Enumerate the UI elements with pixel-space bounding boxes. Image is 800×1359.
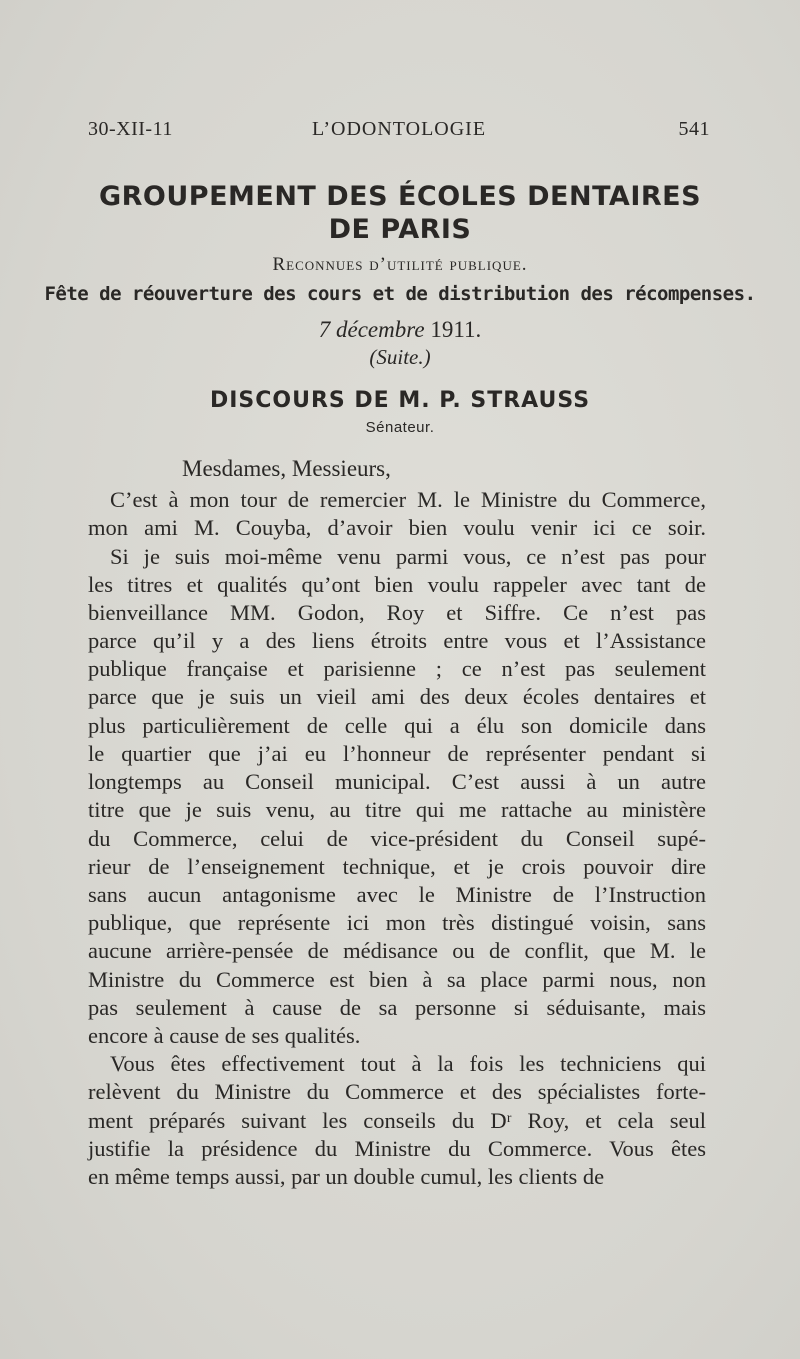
date-month: décembre	[336, 317, 425, 342]
page-number: 541	[678, 118, 710, 140]
article-title-line-1: GROUPEMENT DES ÉCOLES DENTAIRES	[98, 181, 702, 212]
text-line: longtemps au Conseil municipal. C’est aussi à un autre	[88, 769, 706, 794]
continued-note: (Suite.)	[369, 345, 431, 369]
text-line: Ministre du Commerce est bien à sa place parmi nous, non	[88, 967, 706, 992]
date-day: 7	[318, 317, 331, 342]
text-line: bienveillance MM. Godon, Roy et Siffre. Ce n’est pas	[88, 600, 706, 625]
text-line: publique française et parisienne ; ce n’est pas seulement	[88, 656, 706, 681]
text-line: du Commerce, celui de vice-président du Conseil supé-	[88, 826, 706, 851]
text-line: plus particulièrement de celle qui a élu son domicile dans	[88, 713, 706, 738]
date-year: 1911.	[430, 317, 482, 342]
speech-heading: DISCOURS DE M. P. STRAUSS	[209, 388, 591, 413]
issue-date: 30-XII-11	[88, 118, 173, 140]
text-line: relèvent du Ministre du Commerce et des spécialistes forte-	[88, 1079, 706, 1104]
text-line: mon ami M. Couyba, d’avoir bien voulu venir ici ce soir.	[88, 515, 706, 540]
event-heading: Fête de réouverture des cours et de distribution des récompenses.	[44, 283, 756, 305]
speaker-title: Sénateur.	[365, 419, 435, 436]
text-line: justifie la présidence du Ministre du Commerce. Vous êtes	[88, 1136, 706, 1161]
subtitle: Reconnues d’utilité publique.	[272, 254, 528, 275]
text-line: les titres et qualités qu’ont bien voulu rappeler avec tant de	[88, 572, 706, 597]
text-line: encore à cause de ses qualités.	[88, 1023, 361, 1048]
text-line: Vous êtes effectivement tout à la fois les techniciens qui	[110, 1051, 706, 1076]
salutation: Mesdames, Messieurs,	[182, 456, 391, 481]
running-head	[88, 118, 710, 148]
text-line: le quartier que j’ai eu l’honneur de représenter pendant si	[88, 741, 706, 766]
text-line: aucune arrière-pensée de médisance ou de conflit, que M. le	[88, 938, 706, 963]
text-line: sans aucun antagonisme avec le Ministre de l’Instruction	[88, 882, 706, 907]
text-line: parce qu’il y a des liens étroits entre vous et l’Assistance	[88, 628, 706, 653]
journal-name: L’ODONTOLOGIE	[311, 118, 487, 140]
text-line: pas seulement à cause de sa personne si séduisante, mais	[88, 995, 706, 1020]
event-date	[60, 317, 740, 343]
text-line: publique, que représente ici mon très distingué voisin, sans	[88, 910, 706, 935]
text-line: rieur de l’enseignement technique, et je crois pouvoir dire	[88, 854, 706, 879]
text-line: parce que je suis un vieil ami des deux écoles dentaires et	[88, 684, 706, 709]
text-line: titre que je suis venu, au titre qui me rattache au ministère	[88, 797, 706, 822]
text-line: C’est à mon tour de remercier M. le Ministre du Commerce,	[110, 487, 706, 512]
text-line: en même temps aussi, par un double cumul, les clients de	[88, 1164, 605, 1189]
text-line: ment préparés suivant les conseils du Dʳ Roy, et cela seul	[88, 1108, 706, 1133]
article-title-line-2: DE PARIS	[328, 214, 472, 245]
text-line: Si je suis moi-même venu parmi vous, ce n’est pas pour	[110, 544, 706, 569]
